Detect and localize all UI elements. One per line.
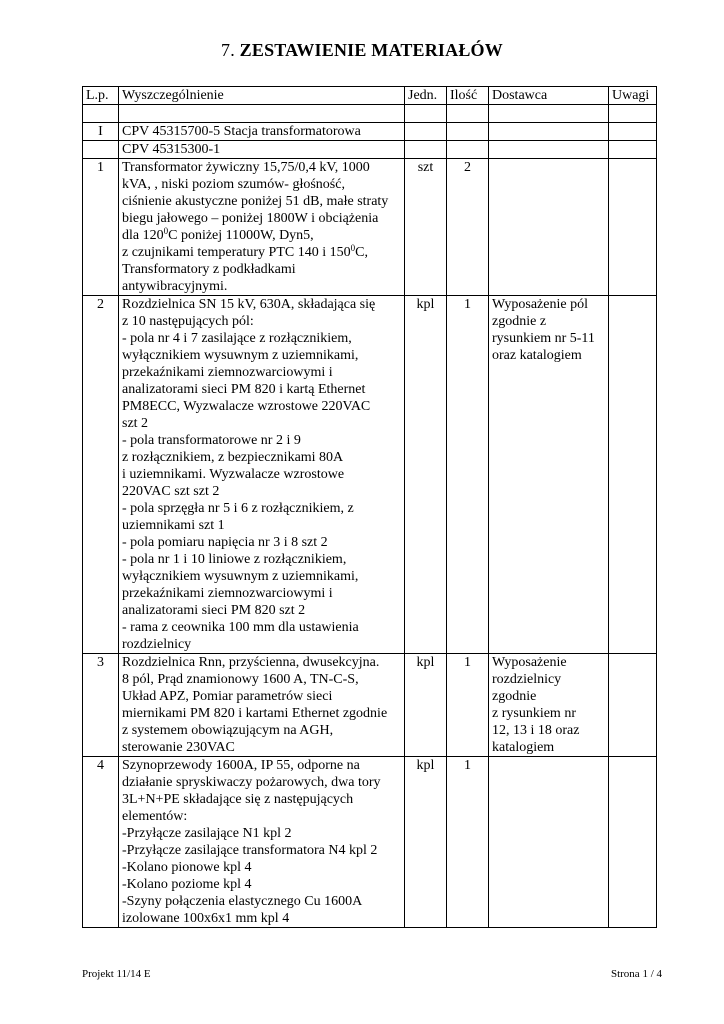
header-description: Wyszczególnienie <box>119 87 405 105</box>
desc-line: biegu jałowego – poniżej 1800W i obciążenia <box>122 211 379 226</box>
text-line: wyłącznikiem wysuwnym z uziemnikami, <box>122 348 359 363</box>
text-line: -Przyłącze zasilające transformatora N4 kpl 2 <box>122 843 378 858</box>
text-line: i uziemnikami. Wyzwalacze wzrostowe <box>122 467 345 482</box>
text-line: analizatorami sieci PM 820 i kartą Ethernet <box>122 382 366 397</box>
item-quantity: 2 <box>447 159 489 296</box>
desc-line: z czujnikami temperatury PTC 140 i $150^0C$, <box>122 243 368 260</box>
item-lp: 2 <box>83 296 119 654</box>
text-line: z rysunkiem nr <box>492 706 576 721</box>
text-line: -Kolano pionowe kpl 4 <box>122 860 252 875</box>
item-description <box>119 654 405 757</box>
text-line: izolowane 100x6x1 mm kpl 4 <box>122 911 290 926</box>
header-supplier: Dostawca <box>489 87 609 105</box>
table-row <box>83 654 657 757</box>
item-supplier <box>489 159 609 296</box>
text-line: Rozdzielnica SN 15 kV, 630A, składająca się <box>122 297 376 312</box>
item-lp: 3 <box>83 654 119 757</box>
item-unit: kpl <box>405 757 447 928</box>
item-quantity: 1 <box>447 757 489 928</box>
text-line: z systemem obowiązującym na AGH, <box>122 723 334 738</box>
section-row-2 <box>83 141 657 159</box>
text-line: miernikami PM 820 i kartami Ethernet zgodnie <box>122 706 388 721</box>
text-line: - pola pomiaru napięcia nr 3 i 8 szt 2 <box>122 535 328 550</box>
text-line: rozdzielnicy <box>492 672 562 687</box>
text-line: z rozłącznikiem, z bezpiecznikami 80A <box>122 450 344 465</box>
text-line: rysunkiem nr 5-11 <box>492 331 595 346</box>
desc-line: ciśnienie akustyczne poniżej 51 dB, małe straty <box>122 194 389 209</box>
page-title <box>0 40 724 61</box>
superscript: 0 <box>350 243 356 253</box>
text-line: - pola nr 1 i 10 liniowe z rozłącznikiem, <box>122 552 347 567</box>
item-lp: 4 <box>83 757 119 928</box>
section-row <box>83 123 657 141</box>
table-row <box>83 296 657 654</box>
text-line: analizatorami sieci PM 820 szt 2 <box>122 603 306 618</box>
item-remarks <box>609 296 657 654</box>
item-supplier <box>489 654 609 757</box>
text-line: 3L+N+PE składające się z następujących <box>122 792 354 807</box>
spacer-row <box>83 105 657 123</box>
desc-line: Transformatory z podkładkami <box>122 262 296 277</box>
header-unit: Jedn. <box>405 87 447 105</box>
text-line: 8 pól, Prąd znamionowy 1600 A, TN-C-S, <box>122 672 359 687</box>
header-remarks: Uwagi <box>609 87 657 105</box>
text-line: zgodnie z <box>492 314 547 329</box>
item-remarks <box>609 654 657 757</box>
item-unit: kpl <box>405 296 447 654</box>
text-line: przekaźnikami ziemnozwarciowymi i <box>122 365 333 380</box>
header-quantity: Ilość <box>447 87 489 105</box>
text-line: rozdzielnicy <box>122 637 192 652</box>
text-line: Wyposażenie <box>492 655 567 670</box>
item-unit: szt <box>405 159 447 296</box>
text-line: z 10 następujących pól: <box>122 314 254 329</box>
text-line: oraz katalogiem <box>492 348 582 363</box>
text-line: Wyposażenie pól <box>492 297 588 312</box>
table-row <box>83 159 657 296</box>
title-text: ZESTAWIENIE MATERIAŁÓW <box>239 40 503 60</box>
desc-line: antywibracyjnymi. <box>122 279 228 294</box>
text-line: Rozdzielnica Rnn, przyścienna, dwusekcyjna. <box>122 655 380 670</box>
item-remarks <box>609 757 657 928</box>
section-cpv-2: CPV 45315300-1 <box>119 141 405 159</box>
text-line: PM8ECC, Wyzwalacze wzrostowe 220VAC <box>122 399 371 414</box>
item-supplier <box>489 757 609 928</box>
text-line: uziemnikami szt 1 <box>122 518 225 533</box>
text-line: 12, 13 i 18 oraz <box>492 723 580 738</box>
text-line: - rama z ceownika 100 mm dla ustawienia <box>122 620 359 635</box>
text-line: -Kolano poziome kpl 4 <box>122 877 252 892</box>
footer-project: Projekt 11/14 E <box>82 968 151 980</box>
item-description <box>119 296 405 654</box>
title-number: 7. <box>221 40 235 60</box>
text-line: Układ APZ, Pomiar parametrów sieci <box>122 689 333 704</box>
item-unit: kpl <box>405 654 447 757</box>
text-line: -Szyny połączenia elastycznego Cu 1600A <box>122 894 363 909</box>
text-line: - pola transformatorowe nr 2 i 9 <box>122 433 301 448</box>
text-line: szt 2 <box>122 416 149 431</box>
item-quantity: 1 <box>447 654 489 757</box>
text-line: przekaźnikami ziemnozwarciowymi i <box>122 586 333 601</box>
item-quantity: 1 <box>447 296 489 654</box>
section-lp: I <box>83 123 119 141</box>
superscript: 0 <box>163 226 169 236</box>
item-remarks <box>609 159 657 296</box>
materials-table <box>82 86 657 928</box>
text-line: sterowanie 230VAC <box>122 740 235 755</box>
text-line: - pola nr 4 i 7 zasilające z rozłącznikiem, <box>122 331 352 346</box>
footer-page-number: Strona 1 / 4 <box>610 968 662 980</box>
header-row <box>83 87 657 105</box>
text-line: -Przyłącze zasilające N1 kpl 2 <box>122 826 292 841</box>
text-line: wyłącznikiem wysuwnym z uziemnikami, <box>122 569 359 584</box>
text-line: działanie spryskiwaczy pożarowych, dwa tory <box>122 775 381 790</box>
item-lp: 1 <box>83 159 119 296</box>
table-row <box>83 757 657 928</box>
desc-line: dla $120^0C$ poniżej 11000W, Dyn5, <box>122 226 314 243</box>
text-line: zgodnie <box>492 689 537 704</box>
item-description <box>119 159 405 296</box>
item-supplier <box>489 296 609 654</box>
text-line: katalogiem <box>492 740 555 755</box>
text-line: - pola sprzęgła nr 5 i 6 z rozłącznikiem, z <box>122 501 354 516</box>
section-cpv-1: CPV 45315700-5 Stacja transformatorowa <box>119 123 405 141</box>
text-line: Szynoprzewody 1600A, IP 55, odporne na <box>122 758 360 773</box>
desc-line: kVA, , niski poziom szumów- głośność, <box>122 177 345 192</box>
text-line: elementów: <box>122 809 188 824</box>
text-line: 220VAC szt szt 2 <box>122 484 220 499</box>
item-description <box>119 757 405 928</box>
desc-line: Transformator żywiczny 15,75/0,4 kV, 1000 <box>122 160 370 175</box>
header-lp: L.p. <box>83 87 119 105</box>
